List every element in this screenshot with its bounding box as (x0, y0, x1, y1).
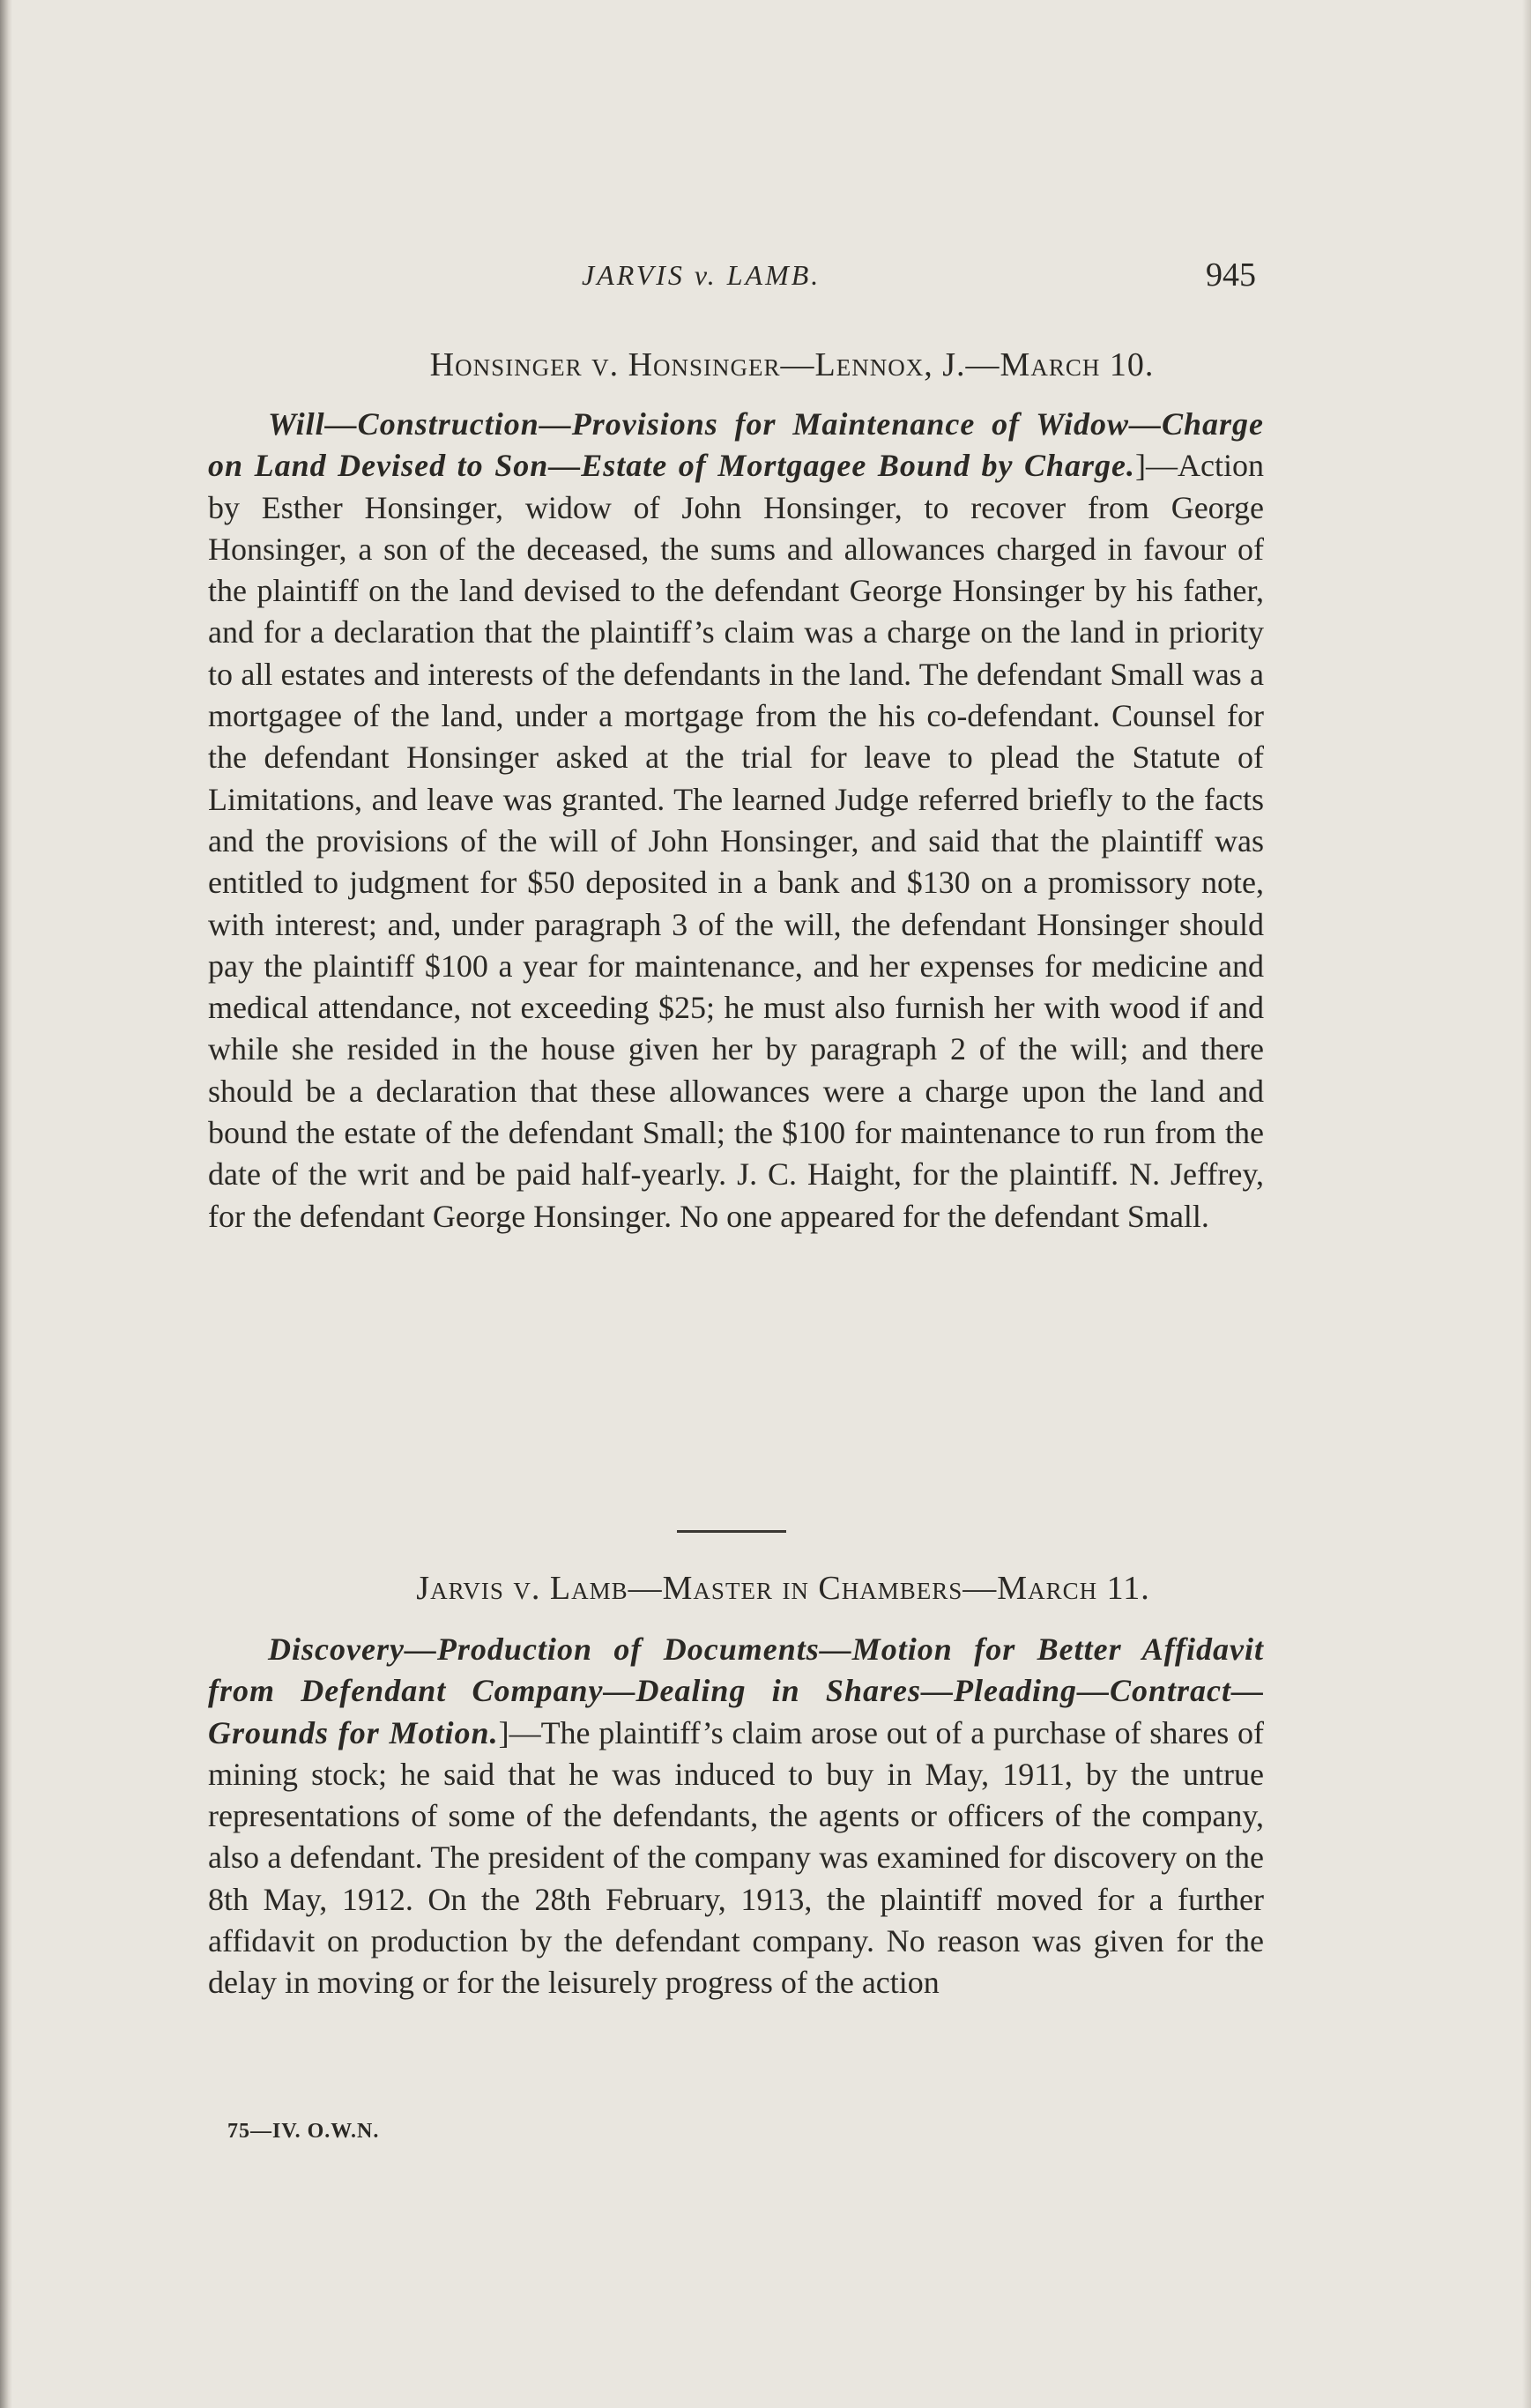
running-head-title: JARVIS v. LAMB. (582, 259, 821, 291)
running-head (0, 256, 1531, 300)
printer-signature-mark: 75—IV. O.W.N. (227, 2120, 380, 2143)
case-heading-honsinger: Honsinger v. Honsinger—Lennox, J.—March 10. (429, 346, 1155, 383)
case-headnote: Discovery—Production of Documents—Motion for Better Affidavit from Defendant Company—Dealing in Shares—Pleading—Contract—Grounds for Motion. (208, 1631, 1264, 1750)
case-headnote: Will—Construction—Provisions for Maintenance of Widow—Charge on Land Devised to Son—Estate of Mortgagee Bound by Charge. (208, 406, 1264, 484)
case-body: ]—Action by Esther Honsinger, widow of John Honsinger, to recover from George Honsinger, a son of the deceased, the sums and allowances charged in favour of the plaintiff on the land devised to the defendant George Honsinger by his father, and for a declaration that the plaintiff’s claim was a charge on the land in priority to all estates and interests of the defendants in the land. The defendant Small was a mortgagee of the land, under a mortgage from the his co-defendant. Counsel for the defendant Honsinger asked at the trial for leave to plead the Statute of Limitations, and leave was granted. The learned Judge referred briefly to the facts and the provisions of the will of John Honsinger, and said that the plaintiff was entitled to judgment for $50 deposited in a bank and $130 on a promissory note, with interest; and, under paragraph 3 of the will, the defendant Honsinger should pay the plaintiff $100 a year for maintenance, and her expenses for medicine and medical attendance, not exceeding $25; he must also furnish her with wood if and while she resided in the house given her by paragraph 2 of the will; and there should be a declaration that these allowances were a charge upon the land and bound the estate of the defendant Small; the $100 for maintenance to run from the date of the writ and be paid half-yearly. J. C. Haight, for the plaintiff. N. Jeffrey, for the defendant George Honsinger. No one appeared for the defendant Small. (208, 448, 1264, 1234)
section-divider (677, 1530, 786, 1533)
case-report-honsinger (208, 404, 1264, 1237)
case-body: ]—The plaintiff’s claim arose out of a purchase of shares of mining stock; he said that he was induced to buy in May, 1911, by the untrue representations of some of the defendants, the agents or officers of the company, also a defendant. The president of the company was examined for discovery on the 8th May, 1912. On the 28th February, 1913, the plaintiff moved for a further affidavit on production by the defendant company. No reason was given for the delay in moving or for the leisurely progress of the action (208, 1714, 1265, 2001)
binding-shadow (0, 0, 12, 2408)
case-heading-jarvis: Jarvis v. Lamb—Master in Chambers—March 11. (416, 1570, 1150, 1607)
page-number: 945 (1206, 256, 1256, 294)
case-report-jarvis (208, 1629, 1264, 2004)
